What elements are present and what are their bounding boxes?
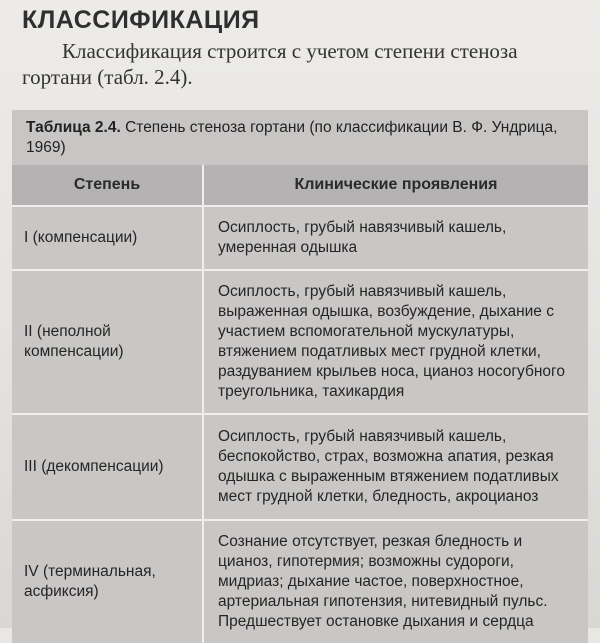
degree-cell: II (неполной компенсации)	[12, 270, 203, 414]
intro-paragraph: Классификация строится с учетом степени стеноза гортани (табл. 2.4).	[22, 39, 518, 89]
table-header-row	[12, 165, 588, 206]
signs-cell: Осиплость, грубый навязчивый кашель, выраженная одышка, возбуждение, дыхание с участием вспомогательной мускулатуры, втяжением податливых мест грудной клетки, раздуванием крыльев носа, цианоз носогубного треугольника, тахикардия	[203, 270, 588, 414]
table-caption	[12, 110, 588, 158]
table-block	[12, 110, 588, 628]
table-row	[12, 414, 588, 520]
signs-cell: Осиплость, грубый навязчивый кашель, беспокойство, страх, возможна апатия, резкая одышка с выраженным втяжением податливых мест грудной клетки, бледность, акроцианоз	[203, 414, 588, 520]
table-row	[12, 520, 588, 643]
degree-cell: I (компенсации)	[12, 206, 203, 270]
table-row	[12, 270, 588, 414]
header-degree: Степень	[12, 165, 203, 206]
table-row	[12, 206, 588, 270]
stenosis-table	[12, 165, 588, 643]
header-clinical-signs: Клинические проявления	[203, 165, 588, 206]
degree-cell: IV (терминальная, асфиксия)	[12, 520, 203, 643]
signs-cell: Сознание отсутствует, резкая бледность и цианоз, гипотермия; возможны судороги, мидриаз; дыхание частое, поверхностное, артериальная гипотензия, нитевидный пульс. Предшествует остановке дыхания и сердца	[203, 520, 588, 643]
table-caption-label: Таблица 2.4.	[26, 119, 121, 136]
degree-cell: III (декомпенсации)	[12, 414, 203, 520]
section-heading: КЛАССИФИКАЦИЯ	[22, 6, 260, 34]
table-caption-text: Степень стеноза гортани (по классификации В. Ф. Ундрица, 1969)	[26, 119, 558, 156]
signs-cell: Осиплость, грубый навязчивый кашель, умеренная одышка	[203, 206, 588, 270]
